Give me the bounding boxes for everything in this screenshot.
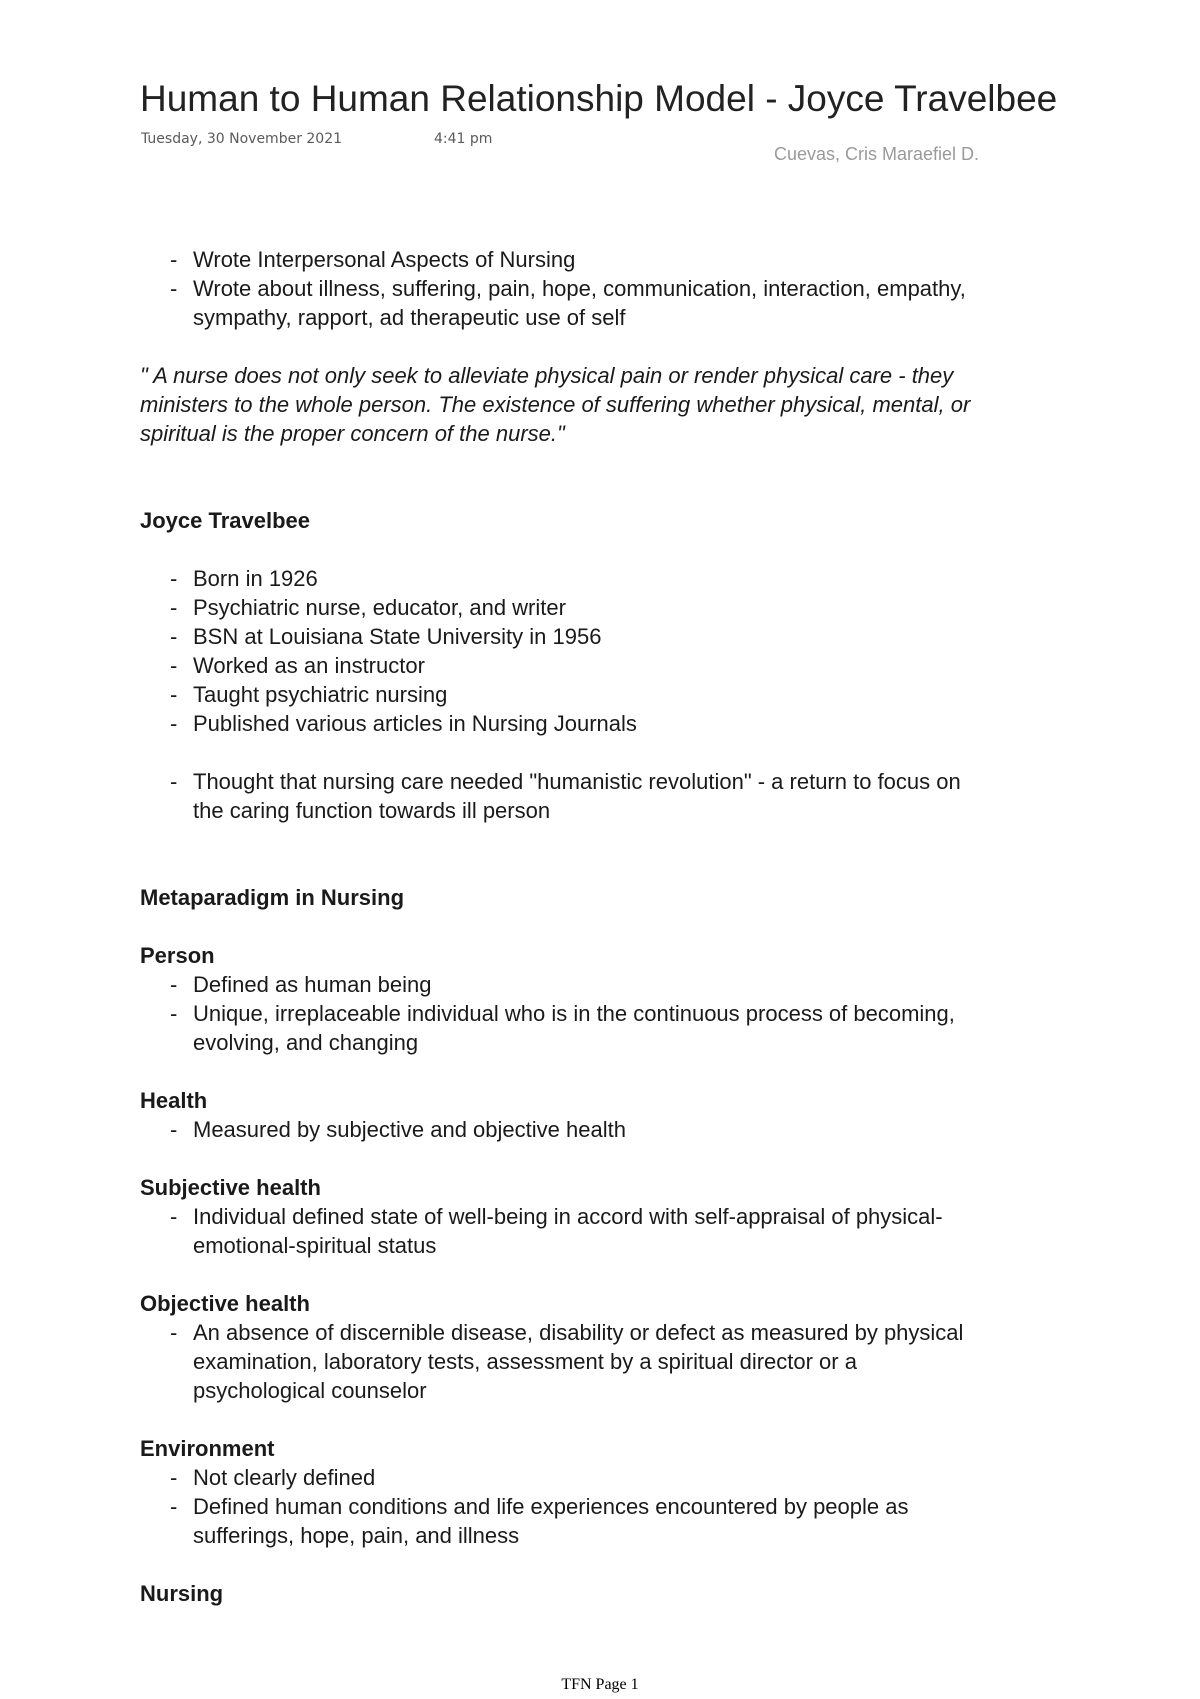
- page-title: Human to Human Relationship Model - Joyce Travelbee: [140, 78, 1058, 119]
- list-item: - Unique, irreplaceable individual who is in the continuous process of becoming, evolving, and changing: [140, 999, 980, 1057]
- biography-list: [140, 564, 980, 738]
- subheading-person: Person: [140, 943, 215, 968]
- list-item: - Measured by subjective and objective health: [140, 1115, 980, 1144]
- page-footer: TFN Page 1: [561, 1676, 639, 1693]
- health-list: [140, 1115, 980, 1144]
- subheading-health: Health: [140, 1088, 208, 1113]
- list-item: - BSN at Louisiana State University in 1956: [140, 622, 980, 651]
- section-heading-metaparadigm: Metaparadigm in Nursing: [140, 885, 405, 910]
- biography-extra-list: [140, 767, 980, 825]
- list-item: - Defined as human being: [140, 970, 980, 999]
- list-item: - Individual defined state of well-being in accord with self-appraisal of physical-emotional-spiritual status: [140, 1202, 980, 1260]
- quote-paragraph: " A nurse does not only seek to alleviate physical pain or render physical care - they ministers to the whole person. The existence of suffering whether physical, mental, or spiritual is the proper concern of the nurse.": [140, 363, 971, 446]
- list-item: - Psychiatric nurse, educator, and writer: [140, 593, 980, 622]
- author-name: Cuevas, Cris Maraefiel D.: [774, 144, 980, 164]
- list-item: - Wrote Interpersonal Aspects of Nursing: [140, 245, 980, 274]
- list-item: - Worked as an instructor: [140, 651, 980, 680]
- section-heading-biography: Joyce Travelbee: [140, 508, 311, 533]
- person-list: [140, 970, 980, 1057]
- note-body: [140, 245, 980, 1608]
- subheading-environment: Environment: [140, 1436, 275, 1461]
- subheading-subjective-health: Subjective health: [140, 1175, 321, 1200]
- subheading-nursing: Nursing: [140, 1581, 224, 1606]
- list-item: - Defined human conditions and life experiences encountered by people as sufferings, hope, pain, and illness: [140, 1492, 980, 1550]
- note-time: 4:41 pm: [434, 131, 493, 147]
- intro-list: [140, 245, 980, 332]
- list-item: - Thought that nursing care needed "humanistic revolution" - a return to focus on the caring function towards ill person: [140, 767, 980, 825]
- subheading-objective-health: Objective health: [140, 1291, 310, 1316]
- list-item: - Taught psychiatric nursing: [140, 680, 980, 709]
- objective-health-list: [140, 1318, 980, 1405]
- list-item: - An absence of discernible disease, disability or defect as measured by physical examination, laboratory tests, assessment by a spiritual director or a psychological counselor: [140, 1318, 980, 1405]
- environment-list: [140, 1463, 980, 1550]
- list-item: - Wrote about illness, suffering, pain, hope, communication, interaction, empathy, sympathy, rapport, ad therapeutic use of self: [140, 274, 980, 332]
- subjective-health-list: [140, 1202, 980, 1260]
- list-item: - Born in 1926: [140, 564, 980, 593]
- list-item: - Published various articles in Nursing Journals: [140, 709, 980, 738]
- list-item: - Not clearly defined: [140, 1463, 980, 1492]
- note-date: Tuesday, 30 November 2021: [141, 131, 343, 147]
